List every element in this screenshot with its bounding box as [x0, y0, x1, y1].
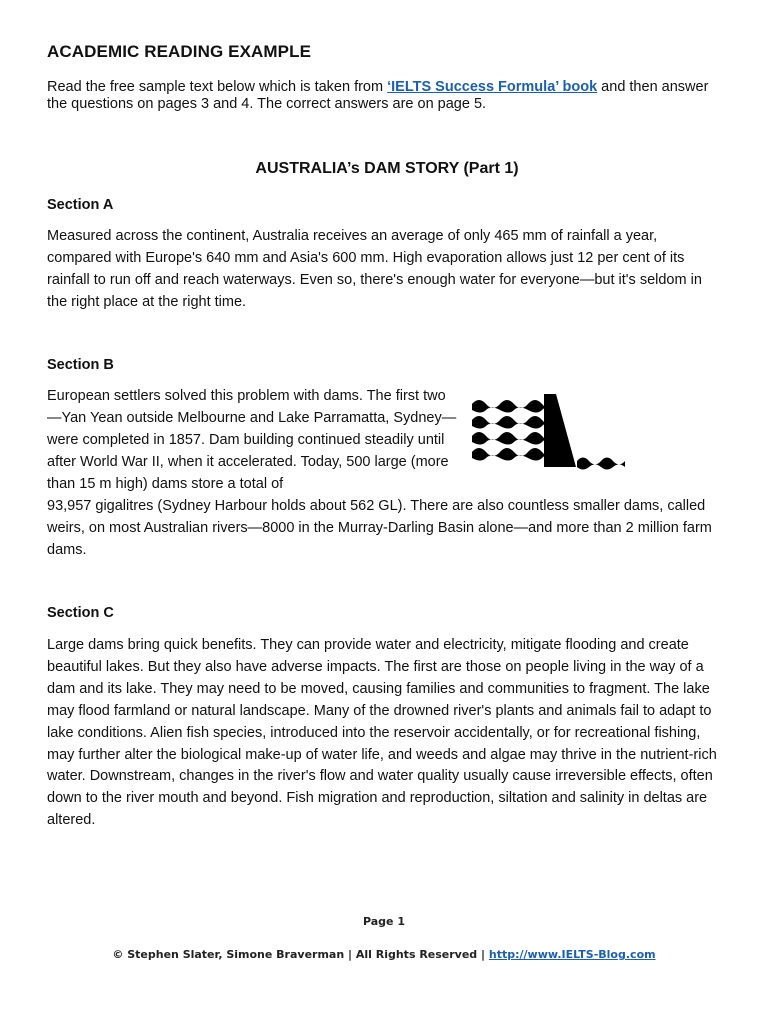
- section-b-text-bottom: 93,957 gigalitres (Sydney Harbour holds about 562 GL). There are also countless smaller dams, called weirs, on most Australian rivers—8000 in the Murray-Darling Basin alone—and more than 2 million farm dams.: [47, 498, 712, 558]
- section-b-text-top: European settlers solved this problem with dams. The first two—Yan Yean outside Melbourne and Lake Parramatta, Sydney—were completed in 1857. Dam building continued steadily until after World War II, when it accelerated. Today, 500 large (more than 15 m high) dams store a total of: [47, 388, 457, 492]
- section-a-label: Section A: [47, 197, 114, 213]
- section-a-text: Measured across the continent, Australia receives an average of only 465 mm of rainfall a year, compared with Europe's 640 mm and Asia's 600 mm. High evaporation allows just 12 per cent of its rainfall to run off and reach waterways. Even so, there's enough water for everyone—but it's seldom in the right place at the right time.: [47, 228, 702, 310]
- section-c-text: Large dams bring quick benefits. They can provide water and electricity, mitigate flooding and create beautiful lakes. But they also have adverse impacts. The first are those on people living in the way of a dam and its lake. They may need to be moved, causing families and communities to fragment. The lake may flood farmland or natural landscape. Many of the drowned river's plants and animals fail to adapt to lake conditions. Alien fish species, introduced into the reservoir accidentally, or for recreational fishing, may further alter the biological make-up of water life, and weeds and algae may thrive in the nutrient-rich water. Downstream, changes in the river's flow and water quality usually cause irreversible effects, often down to the river mouth and beyond. Fish migration and reproduction, siltation and salinity in deltas are altered.: [47, 637, 717, 829]
- story-title: AUSTRALIA’s DAM STORY (Part 1): [255, 160, 519, 177]
- section-b-label: Section B: [47, 357, 114, 373]
- page-number: Page 1: [362, 915, 405, 928]
- dam-water-icon: [472, 392, 627, 470]
- website-link[interactable]: http://www.IELTS-Blog.com: [488, 948, 656, 961]
- section-c-label: Section C: [47, 605, 114, 621]
- intro-paragraph: [47, 79, 727, 113]
- intro-text-after: and then answer the questions on pages 3 and 4. The correct answers are on page 5.: [47, 79, 709, 112]
- intro-text-before: Read the free sample text below which is taken from: [47, 79, 388, 95]
- footer-copyright: [0, 948, 768, 961]
- book-link[interactable]: ‘IELTS Success Formula’ book: [387, 79, 598, 95]
- document-heading: ACADEMIC READING EXAMPLE: [47, 42, 312, 61]
- copyright-text: © Stephen Slater, Simone Braverman | All Rights Reserved |: [112, 948, 489, 961]
